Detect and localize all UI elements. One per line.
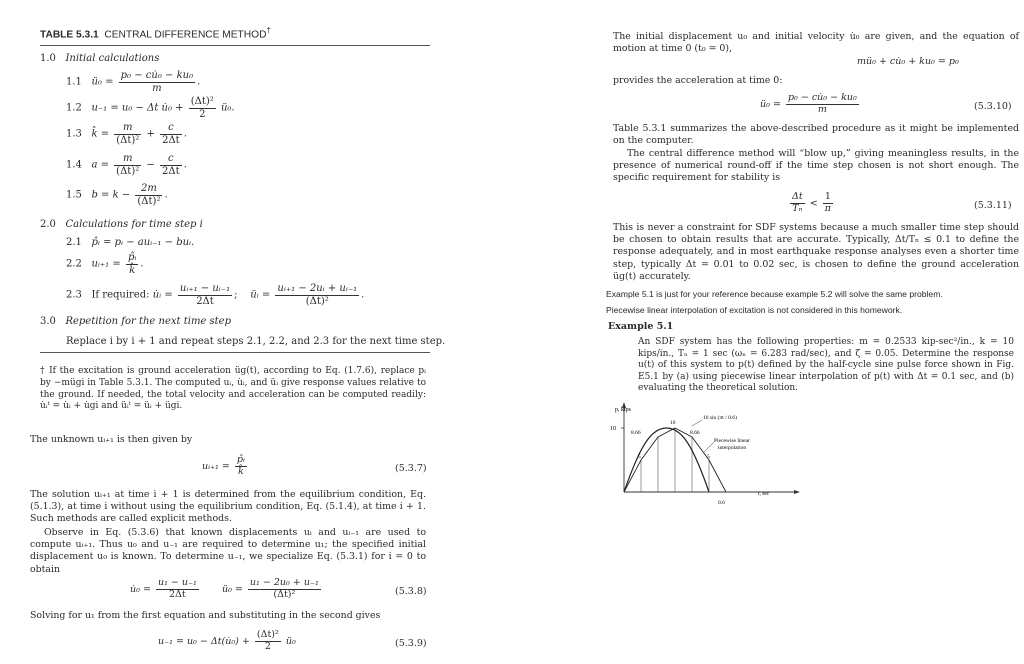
table-top-rule bbox=[40, 45, 430, 46]
section-3-heading: 3.0 Repetition for the next time step bbox=[40, 316, 231, 327]
section-2-heading: 2.0 Calculations for time step i bbox=[40, 219, 203, 230]
sample-lines bbox=[641, 428, 709, 492]
equation-of-motion: mü₀ + cu̇₀ + ku₀ = p₀ bbox=[857, 56, 959, 67]
row-1-5: 1.5 b = k − $\frac{2m}{\text{(Δt)²}}$ . bbox=[66, 183, 168, 207]
row-1-4: 1.4 a = $\frac{m}{\text{(Δt)²}}$ − $\frac{c}{2\Delta t}$ . bbox=[66, 153, 187, 177]
unknown-text: The unknown uᵢ₊₁ is then given by bbox=[30, 434, 193, 445]
table-footnote: † If the excitation is ground acceleration üg(t), according to Eq. (1.7.6), replace pᵢ by −mügi in Table 5.3.1. The computed uᵢ, u̇ᵢ, and üᵢ give response values relative to the ground. If needed, the total velocity and acceleration can be computed readily: u̇ᵢᵗ = u̇ᵢ + u̇gi and üᵢᵗ = üᵢ + ügi. bbox=[40, 366, 426, 412]
table-title: TABLE 5.3.1 CENTRAL DIFFERENCE METHOD† bbox=[40, 26, 271, 41]
figure-e5-1 bbox=[606, 400, 806, 512]
equation-5-3-8: u̇₀ = $\frac{\text{u₁ − u₋₁}}{2\Delta t}$ ü₀ = $\frac{\text{u₁ − 2u₀ + u₋₁}}{\text{(Δt)²}}$ bbox=[130, 577, 319, 600]
equation-5-3-11: $\frac{\Delta t}{\text{Tₙ}}$ < $\frac{1}{\pi}$ bbox=[792, 191, 831, 214]
label-866-left: 8.66 bbox=[631, 430, 641, 436]
sine-curve bbox=[624, 428, 709, 492]
constraint-paragraph: This is never a constraint for SDF systems because a much smaller time step should be chosen to obtain results that are accurate. Typically, Δt/Tₙ ≤ 0.1 to define the response adequately, and in most earthquake response analyses even a shorter time step, typically Δt = 0.01 to 0.02 sec, is chosen to define the ground acceleration üg(t) accurately. bbox=[613, 222, 1019, 282]
equation-5-3-7: uᵢ₊₁ = $\frac{\text{p̂ᵢ}}{k̂}$ bbox=[202, 454, 245, 477]
row-2-1: 2.1 p̂ᵢ = pᵢ − auᵢ₋₁ − buᵢ. bbox=[66, 237, 195, 248]
solving-text: Solving for u₁ from the first equation and substituting in the second gives bbox=[30, 610, 381, 621]
equation-5-3-10: ü₀ = $\frac{\text{p₀ − cu̇₀ − ku₀}}{m}$ bbox=[760, 92, 857, 115]
label-10: 10 bbox=[670, 420, 676, 426]
section-3-body: Replace i by i + 1 and repeat steps 2.1, 2.2, and 2.3 for the next time step. bbox=[66, 336, 446, 347]
row-2-2: 2.2 uᵢ₊₁ = $\frac{\text{p̂ᵢ}}{k̂}$ . bbox=[66, 252, 144, 276]
homework-note-2: Piecewise linear interpolation of excitation is not considered in this homework. bbox=[606, 305, 903, 315]
label-5-left: 5 bbox=[638, 454, 641, 460]
label-5-right: 5 bbox=[707, 454, 710, 460]
x-axis-label: t, sec bbox=[758, 491, 770, 497]
y-axis-label: p, kips bbox=[615, 407, 632, 413]
intro-paragraph: The initial displacement u₀ and initial velocity u̇₀ are given, and the equation of motion at time 0 (t₀ = 0), bbox=[613, 31, 1019, 55]
equation-number-5-3-8: (5.3.8) bbox=[395, 586, 427, 597]
label-866-right: 8.66 bbox=[690, 430, 700, 436]
curve-label: 10 sin (πt / 0.6) bbox=[703, 415, 737, 421]
piecewise-label-2: interpolation bbox=[718, 445, 747, 451]
solution-paragraph: The solution uᵢ₊₁ at time i + 1 is determined from the equilibrium condition, Eq. (5.1.3), at time i without using the equilibrium condition, Eq. (5.1.4), at time i + 1. Such methods are called explicit methods. bbox=[30, 489, 426, 525]
equation-5-3-9: u₋₁ = u₀ − Δt(u̇₀) + $\frac{\text{(Δt)²}}{2}$ ü₀ bbox=[158, 629, 296, 652]
piecewise-label-1: Piecewise linear bbox=[714, 438, 750, 444]
y-tick-label: 10 bbox=[610, 426, 616, 432]
row-2-3: 2.3 If required: u̇ᵢ = $\frac{\text{uᵢ₊₁ − uᵢ₋₁}}{2\Delta t}$ ; üᵢ = $\frac{\text{uᵢ₊₁ − 2uᵢ + uᵢ₋₁}}{\text{(Δt)²}}$ . bbox=[66, 283, 365, 307]
equation-number-5-3-9: (5.3.9) bbox=[395, 638, 427, 649]
example-paragraph: An SDF system has the following properties: m = 0.2533 kip-sec²/in., k = 10 kips/in., Tₙ = 1 sec (ωₙ = 6.283 rad/sec), and ζ = 0.05. Determine the response u(t) of this system to p(t) defined by the half-cycle sine pulse force shown in Fig. E5.1 by (a) using piecewise linear interpolation of p(t) with Δt = 0.1 sec, and (b) evaluating the theoretical solution. bbox=[638, 337, 1014, 394]
row-1-3: 1.3 k̂ = $\frac{m}{\text{(Δt)²}}$ + $\frac{c}{2\Delta t}$ . bbox=[66, 122, 187, 146]
equation-number-5-3-11: (5.3.11) bbox=[974, 200, 1012, 211]
homework-note-1: Example 5.1 is just for your reference because example 5.2 will solve the same problem. bbox=[606, 289, 943, 299]
blowup-paragraph: The central difference method will “blow up,” giving meaningless results, in the presence of numerical round-off if the time step chosen is not short enough. The specific requirement for stability is bbox=[613, 148, 1019, 184]
section-1-heading: 1.0 Initial calculations bbox=[40, 53, 160, 64]
observe-paragraph: Observe in Eq. (5.3.6) that known displacements uᵢ and uᵢ₋₁ are used to compute uᵢ₊₁. Thus u₀ and u₋₁ are required to determine u₁; the specified initial displacement u₀ is known. To determine u₋₁, we specialize Eq. (5.3.1) for i = 0 to obtain bbox=[30, 527, 426, 575]
row-1-2: 1.2 u₋₁ = u₀ − Δt u̇₀ + $\frac{\text{(Δt)²}}{2}$ ü₀. bbox=[66, 96, 235, 120]
curve-leader bbox=[692, 420, 702, 426]
x-axis-arrow bbox=[794, 490, 800, 494]
row-1-1: 1.1 ü₀ = $\frac{\text{p₀ − cu̇₀ − ku₀}}{m}$ . bbox=[66, 70, 201, 94]
table-bottom-rule bbox=[40, 352, 430, 353]
provides-text: provides the acceleration at time 0: bbox=[613, 75, 783, 86]
x-tick-label: 0.6 bbox=[718, 500, 725, 506]
example-title: Example 5.1 bbox=[608, 321, 674, 332]
piecewise-leader bbox=[704, 442, 714, 452]
equation-number-5-3-10: (5.3.10) bbox=[974, 101, 1012, 112]
table-summary-text: Table 5.3.1 summarizes the above-described procedure as it might be implemented on the computer. bbox=[613, 123, 1019, 147]
equation-number-5-3-7: (5.3.7) bbox=[395, 463, 427, 474]
